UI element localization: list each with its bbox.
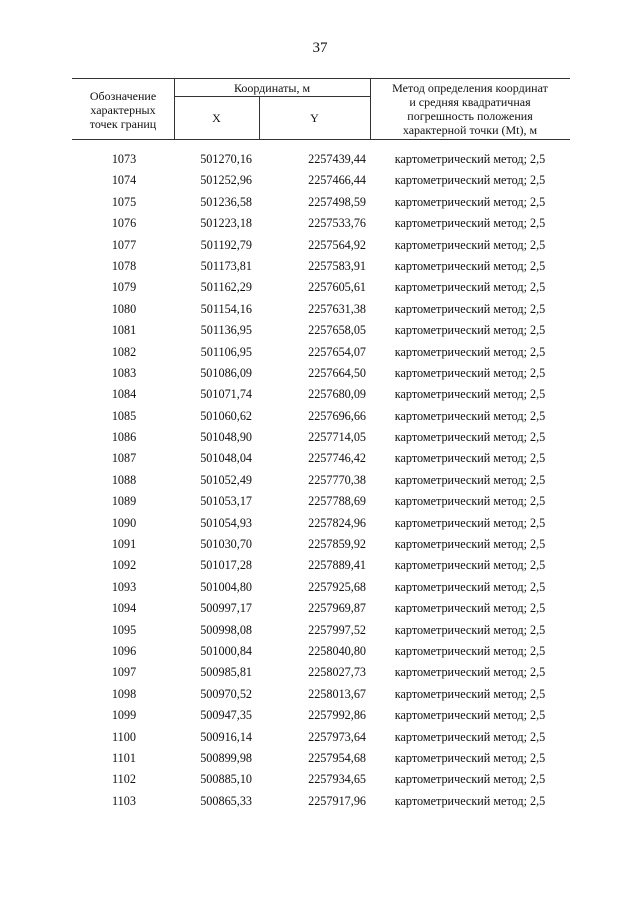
point-id: 1075 [111, 194, 137, 209]
header-y: Y [310, 111, 319, 125]
coord-x: 501106,95 [200, 344, 252, 359]
coord-x: 501154,16 [200, 301, 252, 316]
coord-y: 2258040,80 [308, 643, 366, 658]
method-cell: картометрический метод; 2,5 [394, 622, 546, 637]
point-id: 1079 [111, 280, 137, 295]
coord-y: 2257631,38 [308, 301, 366, 316]
header-x: X [212, 111, 221, 125]
point-id: 1073 [111, 152, 137, 166]
method-cell: картометрический метод; 2,5 [394, 579, 546, 594]
point-id: 1077 [111, 237, 137, 252]
header-coordinates: Координаты, м [233, 81, 311, 95]
method-cell: картометрический метод; 2,5 [394, 515, 546, 530]
method-cell: картометрический метод; 2,5 [394, 537, 546, 552]
coord-x: 500997,17 [200, 601, 252, 616]
point-id: 1089 [111, 494, 137, 509]
coord-x: 501252,96 [200, 173, 252, 188]
method-cell: картометрический метод; 2,5 [394, 708, 546, 723]
table-row [72, 363, 570, 384]
coord-x: 501192,79 [200, 237, 252, 252]
point-id: 1103 [112, 793, 136, 808]
coord-y: 2257824,96 [308, 515, 366, 530]
coord-x: 501048,04 [200, 451, 252, 466]
point-id: 1084 [111, 387, 137, 402]
coord-y: 2257746,42 [308, 451, 366, 466]
point-id: 1094 [111, 601, 137, 616]
table-row [72, 727, 570, 748]
method-cell: картометрический метод; 2,5 [394, 686, 546, 701]
coord-x: 501071,74 [200, 387, 252, 402]
table-row [72, 342, 570, 363]
method-cell: картометрический метод; 2,5 [394, 173, 546, 188]
coord-y: 2257696,66 [308, 408, 366, 423]
method-cell: картометрический метод; 2,5 [394, 152, 546, 166]
table-row [72, 256, 570, 277]
method-cell: картометрический метод; 2,5 [394, 451, 546, 466]
coord-x: 501060,62 [200, 408, 252, 423]
coord-y: 2258013,67 [308, 686, 366, 701]
header-line: Обозначение [89, 89, 157, 103]
table-row [72, 470, 570, 491]
point-id: 1100 [112, 729, 136, 744]
coord-y: 2257564,92 [308, 237, 366, 252]
method-cell: картометрический метод; 2,5 [394, 258, 546, 273]
method-cell: картометрический метод; 2,5 [394, 280, 546, 295]
point-id: 1101 [112, 750, 136, 765]
point-id: 1087 [111, 451, 137, 466]
coord-y: 2258027,73 [308, 665, 366, 680]
method-cell: картометрический метод; 2,5 [394, 494, 546, 509]
point-id: 1085 [111, 408, 137, 423]
coord-y: 2257605,61 [308, 280, 366, 295]
coord-x: 500885,10 [200, 772, 252, 787]
method-cell: картометрический метод; 2,5 [394, 216, 546, 231]
table-row [72, 748, 570, 769]
table-row [72, 641, 570, 662]
method-cell: картометрический метод; 2,5 [394, 344, 546, 359]
method-cell: картометрический метод; 2,5 [394, 365, 546, 380]
table-row [72, 192, 570, 213]
table-row [72, 235, 570, 256]
coord-y: 2257533,76 [308, 216, 366, 231]
method-cell: картометрический метод; 2,5 [394, 665, 546, 680]
table-row [72, 684, 570, 705]
method-cell: картометрический метод; 2,5 [394, 472, 546, 487]
point-id: 1102 [112, 772, 136, 787]
coord-x: 501223,18 [200, 216, 252, 231]
header-divider [174, 96, 370, 97]
table-body [72, 149, 570, 812]
table-row [72, 427, 570, 448]
table-row [72, 299, 570, 320]
coord-x: 501030,70 [200, 537, 252, 552]
coord-y: 2257466,44 [308, 173, 366, 188]
table-row [72, 534, 570, 555]
coord-x: 501173,81 [200, 258, 252, 273]
table-row [72, 662, 570, 683]
table-row [72, 491, 570, 512]
point-id: 1080 [111, 301, 137, 316]
coord-x: 500899,98 [200, 750, 252, 765]
table-row [72, 769, 570, 790]
point-id: 1099 [111, 708, 137, 723]
point-id: 1074 [111, 173, 137, 188]
coord-y: 2257714,05 [308, 430, 366, 445]
method-cell: картометрический метод; 2,5 [394, 793, 546, 808]
table-row [72, 620, 570, 641]
coord-x: 501054,93 [200, 515, 252, 530]
coord-y: 2257973,64 [308, 729, 366, 744]
table-header [72, 78, 570, 140]
table-row [72, 170, 570, 191]
table-row [72, 406, 570, 427]
point-id: 1096 [111, 643, 137, 658]
table-row [72, 555, 570, 576]
header-line: характерной точки (Mt), м [402, 123, 538, 137]
coord-x: 500865,33 [200, 793, 252, 808]
coord-y: 2257654,07 [308, 344, 366, 359]
coord-x: 501048,90 [200, 430, 252, 445]
table-row [72, 320, 570, 341]
table-row [72, 513, 570, 534]
point-id: 1076 [111, 216, 137, 231]
header-line: и средняя квадратичная [409, 95, 531, 109]
header-line: погрешность положения [407, 109, 533, 123]
point-id: 1086 [111, 430, 137, 445]
header-point-designation [72, 89, 174, 131]
coord-y: 2257439,44 [308, 152, 366, 166]
method-cell: картометрический метод; 2,5 [394, 558, 546, 573]
coord-x: 501270,16 [200, 152, 252, 166]
coord-y: 2257997,52 [308, 622, 366, 637]
coord-x: 501162,29 [200, 280, 252, 295]
point-id: 1091 [111, 537, 137, 552]
coord-x: 501236,58 [200, 194, 252, 209]
point-id: 1095 [111, 622, 137, 637]
coord-y: 2257664,50 [308, 365, 366, 380]
header-line: Метод определения координат [392, 81, 548, 95]
method-cell: картометрический метод; 2,5 [394, 301, 546, 316]
coord-x: 501052,49 [200, 472, 252, 487]
point-id: 1078 [111, 258, 137, 273]
coord-y: 2257992,86 [308, 708, 366, 723]
table-row [72, 448, 570, 469]
coord-y: 2257934,65 [308, 772, 366, 787]
coord-y: 2257954,68 [308, 750, 366, 765]
method-cell: картометрический метод; 2,5 [394, 772, 546, 787]
header-line: точек границ [89, 117, 157, 131]
table-row [72, 577, 570, 598]
table-row [72, 149, 570, 170]
method-cell: картометрический метод; 2,5 [394, 430, 546, 445]
coord-x: 500970,52 [200, 686, 252, 701]
table-row [72, 598, 570, 619]
method-cell: картометрический метод; 2,5 [394, 408, 546, 423]
coord-y: 2257917,96 [308, 793, 366, 808]
point-id: 1093 [111, 579, 137, 594]
point-id: 1082 [111, 344, 137, 359]
coord-x: 501086,09 [200, 365, 252, 380]
coord-x: 501004,80 [200, 579, 252, 594]
coord-x: 500985,81 [200, 665, 252, 680]
point-id: 1092 [111, 558, 137, 573]
coord-x: 501053,17 [200, 494, 252, 509]
point-id: 1097 [111, 665, 137, 680]
method-cell: картометрический метод; 2,5 [394, 323, 546, 338]
coord-y: 2257583,91 [308, 258, 366, 273]
coord-y: 2257658,05 [308, 323, 366, 338]
coord-y: 2257788,69 [308, 494, 366, 509]
table-row [72, 791, 570, 812]
coord-x: 500998,08 [200, 622, 252, 637]
coord-x: 501000,84 [200, 643, 252, 658]
method-cell: картометрический метод; 2,5 [394, 601, 546, 616]
point-id: 1081 [111, 323, 137, 338]
coord-x: 500916,14 [200, 729, 252, 744]
coord-y: 2257969,87 [308, 601, 366, 616]
point-id: 1083 [111, 365, 137, 380]
coord-y: 2257889,41 [308, 558, 366, 573]
method-cell: картометрический метод; 2,5 [394, 237, 546, 252]
coord-y: 2257925,68 [308, 579, 366, 594]
method-cell: картометрический метод; 2,5 [394, 643, 546, 658]
coord-x: 500947,35 [200, 708, 252, 723]
point-id: 1088 [111, 472, 137, 487]
coord-x: 501017,28 [200, 558, 252, 573]
method-cell: картометрический метод; 2,5 [394, 729, 546, 744]
coord-y: 2257498,59 [308, 194, 366, 209]
table-row [72, 384, 570, 405]
coord-y: 2257859,92 [308, 537, 366, 552]
coord-y: 2257680,09 [308, 387, 366, 402]
point-id: 1090 [111, 515, 137, 530]
coord-y: 2257770,38 [308, 472, 366, 487]
header-line: характерных [90, 103, 156, 117]
table-row [72, 277, 570, 298]
page-number: 37 [312, 40, 328, 56]
point-id: 1098 [111, 686, 137, 701]
method-cell: картометрический метод; 2,5 [394, 387, 546, 402]
table-row [72, 213, 570, 234]
table-row [72, 705, 570, 726]
method-cell: картометрический метод; 2,5 [394, 194, 546, 209]
coord-x: 501136,95 [200, 323, 252, 338]
method-cell: картометрический метод; 2,5 [394, 750, 546, 765]
header-method [370, 81, 570, 137]
